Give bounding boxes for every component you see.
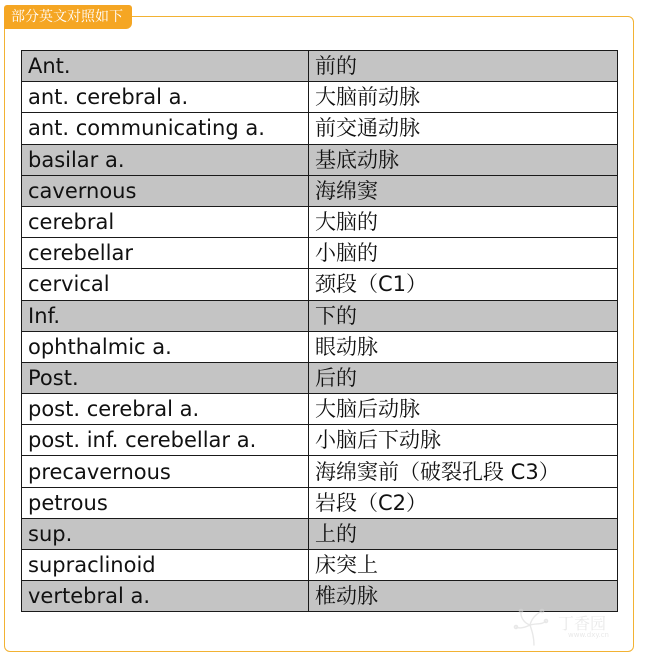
watermark xyxy=(512,607,632,647)
chinese-term-cell: 椎动脉 xyxy=(309,581,618,612)
watermark-text: 丁香园 xyxy=(558,614,607,633)
chinese-term-cell: 下的 xyxy=(309,300,618,331)
english-term-cell: petrous xyxy=(22,487,309,518)
english-term-cell: ant. communicating a. xyxy=(22,113,309,144)
table-row xyxy=(22,51,618,82)
table-row xyxy=(22,456,618,487)
table-row xyxy=(22,394,618,425)
chinese-term-cell: 基底动脉 xyxy=(309,144,618,175)
table-row xyxy=(22,425,618,456)
chinese-term-cell: 后的 xyxy=(309,362,618,393)
table-row xyxy=(22,300,618,331)
chinese-term-cell: 大脑的 xyxy=(309,206,618,237)
chinese-term-cell: 大脑后动脉 xyxy=(309,394,618,425)
dandelion-icon xyxy=(512,607,558,647)
english-term-cell: supraclinoid xyxy=(22,550,309,581)
chinese-term-cell: 上的 xyxy=(309,518,618,549)
table-row xyxy=(22,487,618,518)
chinese-term-cell: 眼动脉 xyxy=(309,331,618,362)
english-term-cell: vertebral a. xyxy=(22,581,309,612)
chinese-term-cell: 前的 xyxy=(309,51,618,82)
english-term-cell: Ant. xyxy=(22,51,309,82)
table-row xyxy=(22,144,618,175)
english-term-cell: cerebellar xyxy=(22,238,309,269)
glossary-table xyxy=(21,50,618,612)
english-term-cell: post. inf. cerebellar a. xyxy=(22,425,309,456)
english-term-cell: cavernous xyxy=(22,175,309,206)
section-tag: 部分英文对照如下 xyxy=(4,5,132,29)
table-row xyxy=(22,331,618,362)
table-row xyxy=(22,518,618,549)
chinese-term-cell: 颈段（C1） xyxy=(309,269,618,300)
english-term-cell: cervical xyxy=(22,269,309,300)
english-term-cell: ophthalmic a. xyxy=(22,331,309,362)
english-term-cell: Post. xyxy=(22,362,309,393)
table-row xyxy=(22,550,618,581)
chinese-term-cell: 小脑的 xyxy=(309,238,618,269)
english-term-cell: sup. xyxy=(22,518,309,549)
english-term-cell: post. cerebral a. xyxy=(22,394,309,425)
chinese-term-cell: 岩段（C2） xyxy=(309,487,618,518)
chinese-term-cell: 海绵窦前（破裂孔段 C3） xyxy=(309,456,618,487)
chinese-term-cell: 床突上 xyxy=(309,550,618,581)
chinese-term-cell: 小脑后下动脉 xyxy=(309,425,618,456)
chinese-term-cell: 大脑前动脉 xyxy=(309,82,618,113)
chinese-term-cell: 前交通动脉 xyxy=(309,113,618,144)
table-row xyxy=(22,175,618,206)
table-row xyxy=(22,82,618,113)
chinese-term-cell: 海绵窦 xyxy=(309,175,618,206)
watermark-url: www.dxy.cn xyxy=(568,631,609,639)
english-term-cell: basilar a. xyxy=(22,144,309,175)
table-row xyxy=(22,362,618,393)
table-row xyxy=(22,113,618,144)
table-row xyxy=(22,269,618,300)
glossary-table-body xyxy=(22,51,618,612)
table-row xyxy=(22,206,618,237)
english-term-cell: Inf. xyxy=(22,300,309,331)
english-term-cell: precavernous xyxy=(22,456,309,487)
english-term-cell: cerebral xyxy=(22,206,309,237)
table-row xyxy=(22,238,618,269)
english-term-cell: ant. cerebral a. xyxy=(22,82,309,113)
